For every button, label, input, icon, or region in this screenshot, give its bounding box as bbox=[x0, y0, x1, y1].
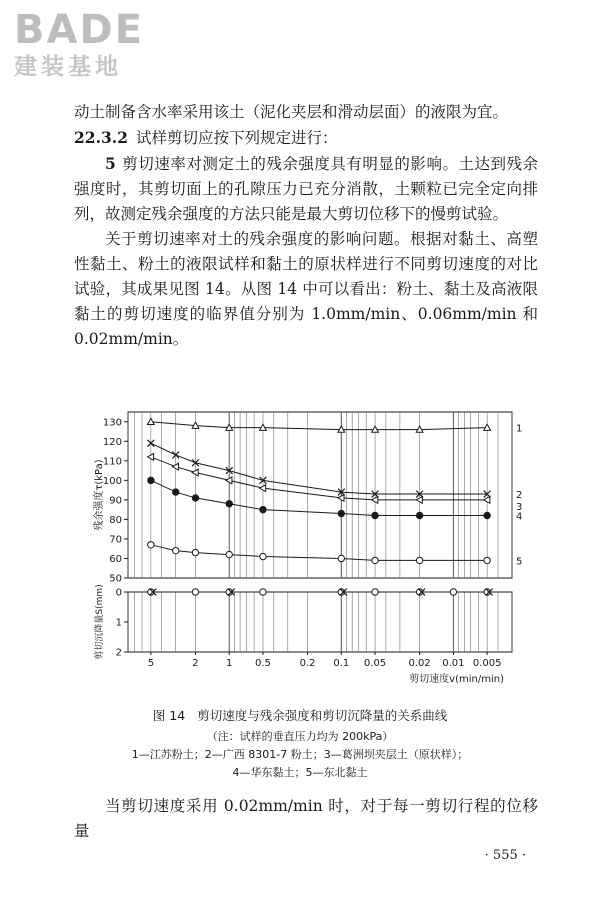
series-3-line bbox=[151, 457, 487, 500]
series-4-point bbox=[372, 512, 378, 518]
strength-chart bbox=[92, 412, 522, 585]
upper-ytick-label: 130 bbox=[102, 417, 122, 429]
xtick-label: 0.1 bbox=[333, 658, 350, 669]
series-4-point bbox=[260, 506, 266, 512]
paragraph-bottom: 当剪切速度采用 0.02mm/min 时，对于每一剪切行程的位移量 bbox=[74, 797, 538, 840]
series-5-point bbox=[484, 557, 490, 563]
paragraph-continued: 动土制备含水率采用该土（泥化夹层和滑动层面）的液限为宜。 bbox=[74, 103, 509, 121]
series-5-point bbox=[192, 549, 198, 555]
upper-ytick-label: 90 bbox=[109, 495, 122, 507]
series-4-point bbox=[338, 510, 344, 516]
xtick-label: 0.005 bbox=[472, 658, 502, 669]
xtick-label: 0.5 bbox=[255, 658, 271, 669]
series-4-point bbox=[148, 477, 154, 483]
upper-ytick-label: 120 bbox=[102, 436, 122, 448]
series-3-point bbox=[260, 485, 266, 492]
series-5-point bbox=[260, 553, 266, 559]
section-text: 试样剪切应按下列规定进行： bbox=[135, 129, 338, 147]
lower-ytick-label: 2 bbox=[115, 647, 122, 659]
upper-ytick-label: 100 bbox=[102, 475, 122, 487]
xtick-label: 5 bbox=[147, 658, 155, 669]
logo-sub: 建装基地 bbox=[14, 54, 122, 80]
settlement-point bbox=[450, 589, 456, 595]
xtick-label: 1 bbox=[226, 658, 233, 669]
settlement-chart bbox=[93, 584, 512, 659]
series-3-point bbox=[372, 496, 378, 503]
upper-ytick-label: 70 bbox=[109, 534, 122, 546]
figure-14 bbox=[90, 400, 530, 700]
series-1-point bbox=[147, 418, 154, 424]
x-axis-label: 剪切速度v(min/min) bbox=[409, 674, 504, 685]
series-3-point bbox=[147, 454, 153, 461]
series-4-point bbox=[173, 489, 179, 495]
logo bbox=[14, 8, 144, 82]
series-4-point bbox=[416, 512, 422, 518]
section-heading bbox=[74, 125, 538, 151]
item-number: 5 bbox=[105, 154, 116, 173]
series-3-point bbox=[172, 463, 178, 470]
lower-ylabel: 剪切沉降量S(mm) bbox=[95, 584, 105, 660]
figure-chart bbox=[90, 400, 530, 700]
settlement-point bbox=[192, 589, 198, 595]
xtick-label: 0.02 bbox=[408, 658, 431, 669]
figure-title: 剪切速度与残余强度和剪切沉降量的关系曲线 bbox=[197, 708, 448, 723]
series-3-label: 3 bbox=[516, 501, 523, 513]
series-5-point bbox=[372, 557, 378, 563]
figure-caption bbox=[40, 706, 560, 724]
series-5-point bbox=[416, 557, 422, 563]
series-1-label: 1 bbox=[516, 423, 523, 435]
upper-ytick-label: 60 bbox=[109, 553, 122, 565]
upper-ytick-label: 110 bbox=[102, 456, 122, 468]
item-text: 剪切速率对测定土的残余强度具有明显的影响。土达到残余强度时，其剪切面上的孔隙压力已充分消散，土颗粒已完全定向排列，故测定残余强度的方法只能是最大剪切位移下的慢剪试验。 bbox=[74, 155, 538, 223]
settlement-point bbox=[372, 589, 378, 595]
figure-note: （注：试样的垂直压力均为 200kPa） bbox=[206, 730, 394, 743]
figure-legend-line-2: 4—华东黏土；5—东北黏土 bbox=[232, 766, 368, 779]
series-4-point bbox=[484, 512, 490, 518]
series-4-line bbox=[151, 480, 487, 515]
series-5-point bbox=[173, 547, 179, 553]
settlement-point bbox=[260, 589, 266, 595]
xtick-label: 2 bbox=[192, 658, 199, 669]
series-5-point bbox=[148, 542, 154, 548]
figure-number: 图 14 bbox=[152, 708, 186, 723]
section-number: 22.3.2 bbox=[74, 128, 128, 147]
series-1-line bbox=[151, 422, 487, 430]
series-4-point bbox=[226, 501, 232, 507]
figure-legend-line-1: 1—江苏粉土；2—广西 8301-7 粉土；3—葛洲坝夹层土（原状样）； bbox=[131, 748, 469, 761]
lower-ytick-label: 0 bbox=[115, 587, 122, 599]
series-4-label: 4 bbox=[516, 511, 523, 523]
series-2-line bbox=[151, 443, 487, 494]
series-4-point bbox=[192, 495, 198, 501]
upper-ylabel: 残余强度τ(kPa) bbox=[94, 459, 105, 531]
series-5-point bbox=[226, 551, 232, 557]
series-3-point bbox=[484, 496, 490, 503]
series-3-point bbox=[192, 469, 198, 476]
page-number: · 555 · bbox=[484, 848, 526, 863]
lower-ytick-label: 1 bbox=[115, 617, 122, 629]
series-5-line bbox=[151, 545, 487, 561]
upper-ytick-label: 50 bbox=[109, 573, 122, 585]
item-5 bbox=[74, 151, 538, 227]
upper-ytick-label: 80 bbox=[109, 514, 122, 526]
series-5-label: 5 bbox=[516, 556, 523, 568]
body-text-bottom bbox=[74, 794, 538, 844]
lower-plot-frame bbox=[128, 592, 512, 652]
series-5-point bbox=[338, 555, 344, 561]
logo-main: BADE bbox=[14, 7, 144, 53]
xtick-label: 0.01 bbox=[442, 658, 465, 669]
paragraph-2: 关于剪切速率对土的残余强度的影响问题。根据对黏土、高塑性黏土、粉土的液限试样和黏土的原状样进行不同剪切速度的对比试验，其成果见图 14。从图 14 中可以看出：粉土、黏土及高液限黏土的剪切速度的临界值分别为 1.0mm/min、0.06mm/min 和 0.02mm/min。 bbox=[74, 230, 538, 348]
series-3-point bbox=[416, 496, 422, 503]
xtick-label: 0.05 bbox=[363, 658, 387, 669]
x-axis bbox=[148, 652, 504, 685]
xtick-label: 0.2 bbox=[299, 658, 316, 669]
body-text-top bbox=[74, 100, 538, 352]
series-2-label: 2 bbox=[516, 490, 523, 502]
